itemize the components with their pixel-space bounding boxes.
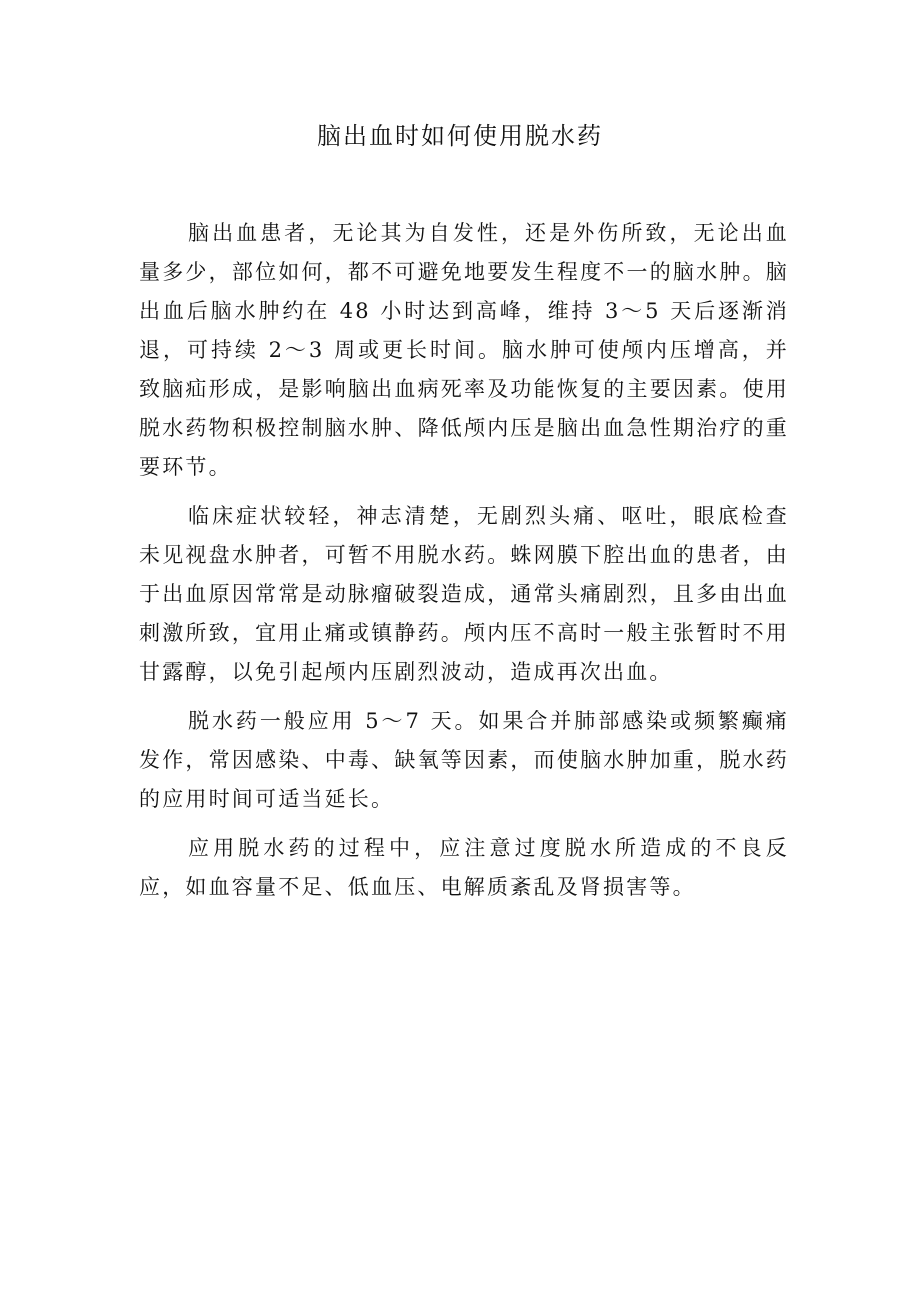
paragraph-2: 临床症状较轻，神志清楚，无剧烈头痛、呕吐，眼底检查未见视盘水肿者，可暂不用脱水药。蛛网膜下腔出血的患者，由于出血原因常常是动脉瘤破裂造成，通常头痛剧烈，且多由出血刺激所致，宜用止痛或镇静药。颅内压不高时一般主张暂时不用甘露醇，以免引起颅内压剧烈波动，造成再次出血。 bbox=[139, 504, 789, 684]
paragraph-1: 脑出血患者，无论其为自发性，还是外伤所致，无论出血量多少，部位如何，都不可避免地要发生程度不一的脑水肿。脑出血后脑水肿约在 48 小时达到高峰，维持 3～5 天后逐渐消退，可持续 2～3 周或更长时间。脑水肿可使颅内压增高，并致脑疝形成，是影响脑出血病死率及功能恢复的主要因素。使用脱水药物积极控制脑水肿、降低颅内压是脑出血急性期治疗的重要环节。 bbox=[139, 221, 789, 479]
paragraph-4: 应用脱水药的过程中，应注意过度脱水所造成的不良反应，如血容量不足、低血压、电解质紊乱及肾损害等。 bbox=[139, 836, 789, 899]
paragraph-3: 脱水药一般应用 5～7 天。如果合并肺部感染或频繁癫痛发作，常因感染、中毒、缺氧等因素，而使脑水肿加重，脱水药的应用时间可适当延长。 bbox=[139, 709, 789, 811]
document-title: 脑出血时如何使用脱水药 bbox=[317, 122, 603, 150]
document-body bbox=[139, 214, 789, 917]
